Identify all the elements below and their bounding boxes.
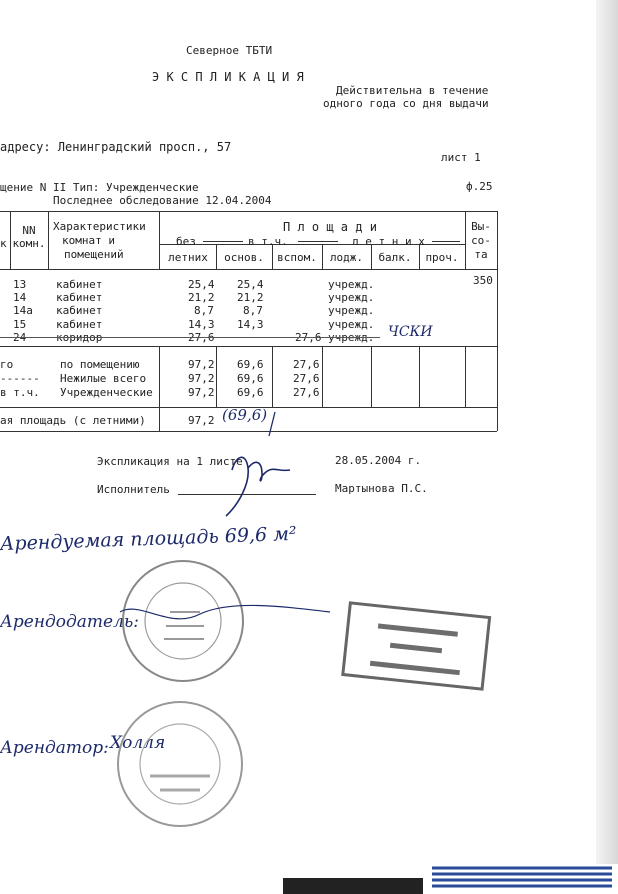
row-bez: 25,4	[188, 278, 215, 291]
header-nn: NN	[22, 224, 36, 237]
row-bez: 27,6	[188, 331, 215, 344]
total-left: в т.ч.	[0, 386, 40, 399]
header-char-2: комнат и	[62, 234, 115, 247]
row-num: 13	[13, 278, 27, 291]
row-bez: 14,3	[188, 318, 215, 331]
total-osn: 69,6	[237, 386, 264, 399]
header-lodzh: лодж.	[329, 251, 364, 264]
total-bez: 97,2	[188, 386, 215, 399]
height-value: 350	[473, 274, 493, 287]
row-osn: 14,3	[237, 318, 264, 331]
row-bez: 8,7	[194, 304, 214, 317]
total-label: Учрежденческие	[60, 386, 153, 399]
header-k: к	[0, 237, 7, 250]
document-title: Э К С П Л И К А Ц И Я	[152, 70, 304, 84]
header-vsp: вспом.	[277, 251, 317, 264]
row-osn: 25,4	[237, 278, 264, 291]
handwritten-landlord: Арендодатель:	[0, 612, 139, 632]
premises-type: щение N II Тип: Учрежденческие	[0, 181, 199, 194]
row-vsp: 27,6	[295, 331, 322, 344]
total-osn: 69,6	[237, 372, 264, 385]
header-char-3: помещений	[64, 248, 124, 261]
total-bez: 97,2	[188, 372, 215, 385]
validity-line2: одного года со дня выдачи	[323, 97, 489, 110]
total-osn: 69,6	[237, 358, 264, 371]
row-num: 15	[13, 318, 27, 331]
header-vtch: в т.ч.	[248, 235, 288, 248]
executor-name: Мартынова П.С.	[335, 482, 428, 495]
header-bez-1: без	[176, 235, 196, 248]
validity-line1: Действительна в течение	[336, 84, 489, 97]
row-name: коридор	[56, 331, 103, 344]
row-num: 14	[13, 291, 27, 304]
handwritten-tenant: Арендатор:	[0, 738, 109, 758]
row-num: 14а	[13, 304, 33, 317]
header-char-1: Характеристики	[53, 220, 146, 233]
issue-date: 28.05.2004 г.	[335, 454, 422, 467]
header-bez-2: летних	[168, 251, 208, 264]
header-areas: П л о щ а д и	[283, 220, 377, 234]
total-left: го	[0, 358, 14, 371]
sheets-count: Экспликация на 1 листе	[97, 455, 243, 468]
row-name: кабинет	[56, 291, 103, 304]
header-height-1: Вы-	[471, 220, 491, 233]
handwritten-rented-area: Арендуемая площадь 69,6 м²	[0, 522, 297, 556]
total-area-handwritten: (69,6)	[222, 406, 268, 424]
row-name: кабинет	[56, 304, 103, 317]
total-label: Нежилые всего	[60, 372, 147, 385]
header-height-3: та	[474, 248, 488, 261]
row-note: учрежд.	[328, 278, 375, 291]
header-komn: комн.	[12, 237, 46, 250]
last-survey: Последнее обследование 12.04.2004	[53, 194, 272, 207]
total-vsp: 27,6	[293, 386, 320, 399]
total-vsp: 27,6	[293, 358, 320, 371]
total-label: по помещению	[60, 358, 140, 371]
row-name: кабинет	[56, 318, 103, 331]
header-balk: балк.	[378, 251, 412, 264]
row-note: учрежд.	[328, 331, 375, 344]
form-number: ф.25	[466, 180, 493, 193]
total-vsp: 27,6	[293, 372, 320, 385]
row-num: 24	[13, 331, 27, 344]
sheet-number: лист 1	[441, 151, 481, 164]
total-area-label: ая площадь (с летними)	[0, 414, 146, 427]
total-left: ------	[0, 372, 40, 385]
org-name: Северное ТБТИ	[186, 44, 273, 57]
total-area-value: 97,2	[188, 414, 215, 427]
executor-label: Исполнитель	[97, 483, 170, 496]
header-height-2: со-	[471, 234, 491, 247]
total-bez: 97,2	[188, 358, 215, 371]
row-note: учрежд.	[328, 318, 375, 331]
handwritten-row-note: ЧСКИ	[388, 324, 433, 340]
row-note: учрежд.	[328, 304, 375, 317]
row-note: учрежд.	[328, 291, 375, 304]
handwritten-tenant-signature: Холля	[110, 733, 166, 753]
row-name: кабинет	[56, 278, 103, 291]
header-proch: проч.	[425, 251, 459, 264]
row-osn: 21,2	[237, 291, 264, 304]
header-osn: основ.	[224, 251, 264, 264]
row-bez: 21,2	[188, 291, 215, 304]
row-osn: 8,7	[243, 304, 263, 317]
header-letnih: л е т н и х	[352, 235, 425, 248]
address: адресу: Ленинградский просп., 57	[0, 140, 232, 154]
